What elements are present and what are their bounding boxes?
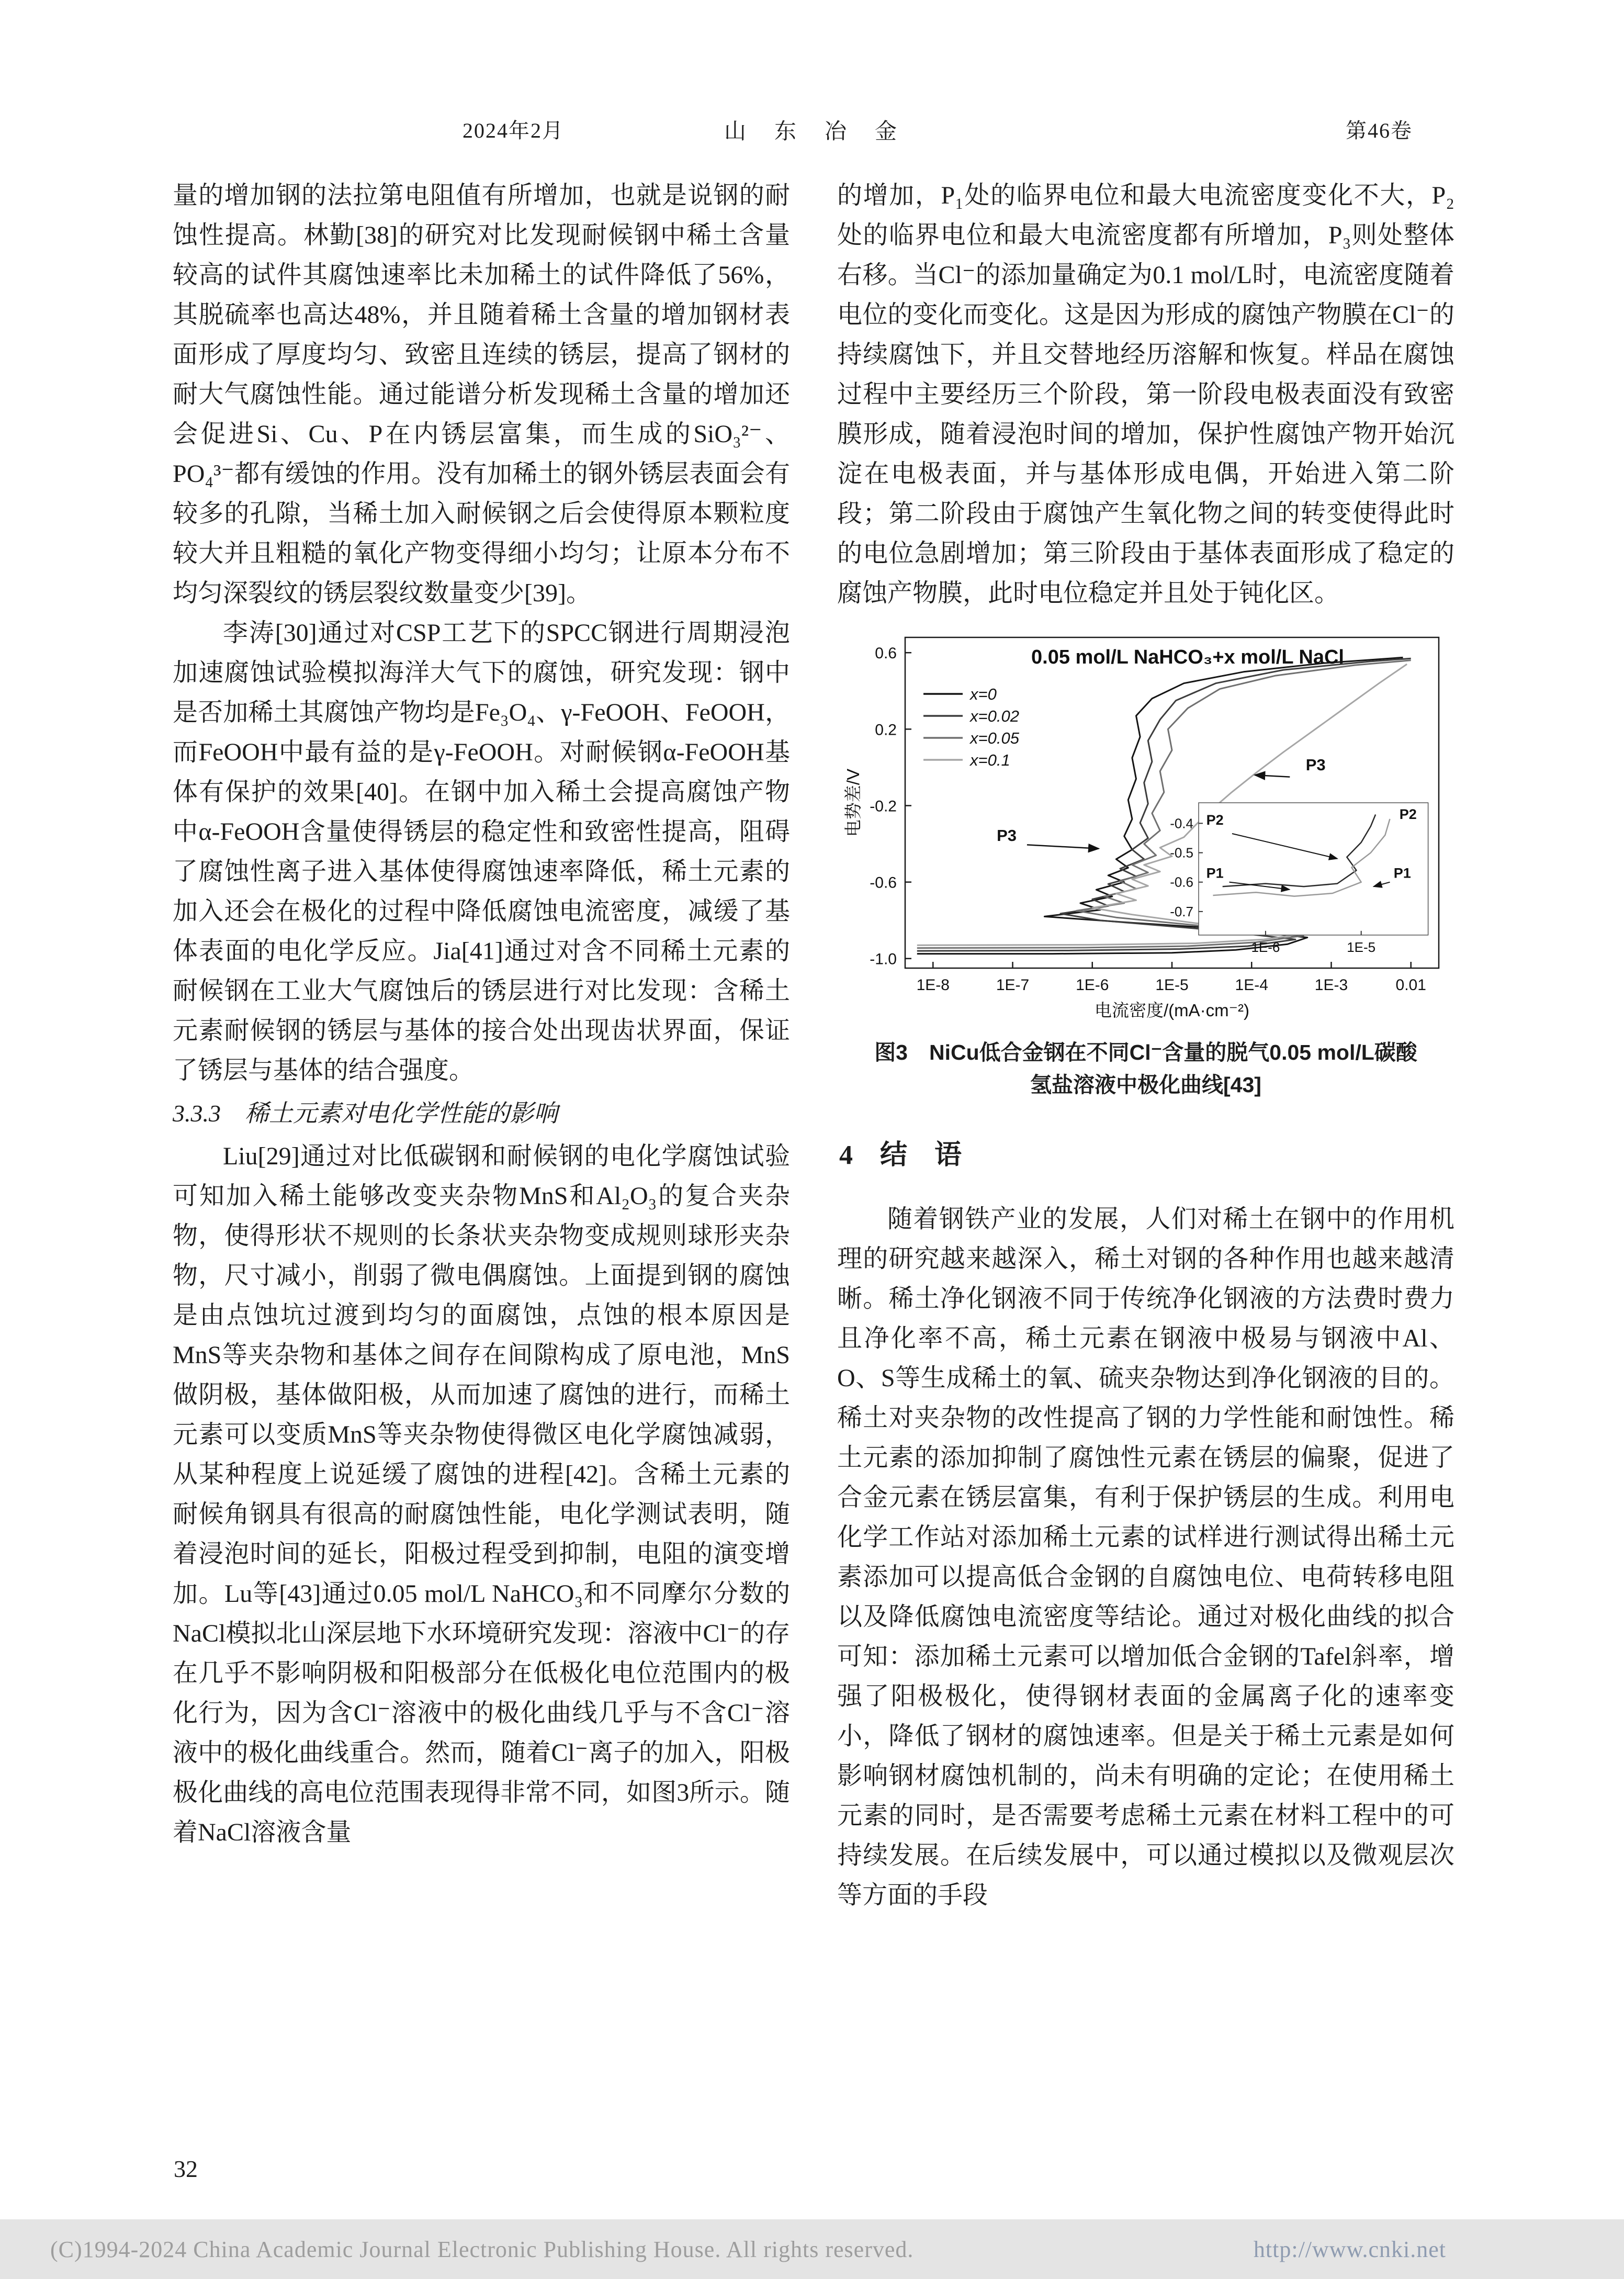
svg-text:P3: P3 xyxy=(1305,755,1326,774)
svg-text:0.01: 0.01 xyxy=(1395,976,1426,994)
svg-text:0.6: 0.6 xyxy=(875,645,897,663)
svg-text:1E-6: 1E-6 xyxy=(1251,939,1280,955)
header-date: 2024年2月 xyxy=(463,119,564,142)
svg-text:x=0.1: x=0.1 xyxy=(970,751,1010,769)
svg-text:P1: P1 xyxy=(1393,865,1411,881)
svg-text:1E-6: 1E-6 xyxy=(1076,976,1109,994)
figure-3 xyxy=(837,628,1454,1101)
page-content xyxy=(173,176,1454,1915)
section-heading-4: 4 结 语 xyxy=(839,1140,962,1170)
svg-text:x=0: x=0 xyxy=(970,685,997,703)
svg-text:P2: P2 xyxy=(1399,806,1417,822)
paragraph: 量的增加钢的法拉第电阻值有所增加，也就是说钢的耐蚀性提高。林勤[38]的研究对比发现耐候钢中稀土含量较高的试件其腐蚀速率比未加稀土的试件降低了56%，其脱硫率也高达48%，并且随着稀土含量的增加钢材表面形成了厚度均匀、致密且连续的锈层，提高了钢材的耐大气腐蚀性能。通过能谱分析发现稀土含量的增加还会促进Si、Cu、P在内锈层富集，而生成的SiO₃²⁻、PO₄³⁻都有缓蚀的作用。没有加稀土的钢外锈层表面会有较多的孔隙，当稀土加入耐候钢之后会使得原本颗粒度较大并且粗糙的氧化产物变得细小均匀；让原本分布不均匀深裂纹的锈层裂纹数量变少[39]。 xyxy=(173,182,790,607)
svg-text:0.2: 0.2 xyxy=(875,721,897,739)
paragraph: Liu[29]通过对比低碳钢和耐候钢的电化学腐蚀试验可知加入稀土能够改变夹杂物MnS和Al₂O₃的复合夹杂物，使得形状不规则的长条状夹杂物变成规则球形夹杂物，尺寸减小，削弱了微电偶腐蚀。上面提到钢的腐蚀是由点蚀坑过渡到均匀的面腐蚀，点蚀的根本原因是MnS等夹杂物和基体之间存在间隙构成了原电池，MnS做阴极，基体做阳极，从而加速了腐蚀的进行，而稀土元素可以变质MnS等夹杂物使得微区电化学腐蚀减弱，从某种程度上说延缓了腐蚀的进程[42]。含稀土元素的耐候角钢具有很高的耐腐蚀性能，电化学测试表明，随着浸泡时间的延长，阳极过程受到抑制，电阻的演变增加。Lu等[43]通过0.05 mol/L NaHCO₃和不同摩尔分数的NaCl模拟北山深层地下水环境研究发现：溶液中Cl⁻的存在几乎不影响阴极和阳极部分在低极化电位范围内的极化行为，因为含Cl⁻溶液中的极化曲线几乎与不含Cl⁻溶液中的极化曲线重合。然而，随着Cl⁻离子的加入，阳极极化曲线的高电位范围表现得非常不同，如图3所示。随着NaCl溶液含量 xyxy=(173,1142,791,1846)
svg-text:-0.5: -0.5 xyxy=(1170,845,1193,861)
svg-text:1E-5: 1E-5 xyxy=(1347,939,1376,955)
svg-text:-0.2: -0.2 xyxy=(870,798,897,815)
svg-text:1E-8: 1E-8 xyxy=(916,976,950,994)
right-column xyxy=(837,176,1454,1915)
svg-text:P3: P3 xyxy=(997,826,1017,845)
section-heading-3-3-3: 3.3.3 稀土元素对电化学性能的影响 xyxy=(173,1100,558,1127)
figure-caption: 图3 NiCu低合金钢在不同Cl⁻含量的脱气0.05 mol/L碳酸氢盐溶液中极化曲线[43] xyxy=(874,1040,1417,1097)
svg-text:-1.0: -1.0 xyxy=(870,950,897,968)
svg-text:0.05 mol/L NaHCO₃+x mol/L NaCl: 0.05 mol/L NaHCO₃+x mol/L NaCl xyxy=(1031,646,1344,668)
svg-text:1E-4: 1E-4 xyxy=(1235,976,1268,994)
svg-text:-0.4: -0.4 xyxy=(1170,815,1193,832)
svg-text:1E-5: 1E-5 xyxy=(1155,976,1189,994)
cnki-url[interactable]: http://www.cnki.net xyxy=(1253,2236,1446,2262)
paragraph: 随着钢铁产业的发展，人们对稀土在钢中的作用机理的研究越来越深入，稀土对钢的各种作用也越来越清晰。稀土净化钢液不同于传统净化钢液的方法费时费力且净化率不高，稀土元素在钢液中极易与钢液中Al、O、S等生成稀土的氧、硫夹杂物达到净化钢液的目的。稀土对夹杂物的改性提高了钢的力学性能和耐蚀性。稀土元素的添加抑制了腐蚀性元素在锈层的偏聚，促进了合金元素在锈层富集，有利于保护锈层的生成。利用电化学工作站对添加稀土元素的试样进行测试得出稀土元素添加可以提高低合金钢的自腐蚀电位、电荷转移电阻以及降低腐蚀电流密度等结论。通过对极化曲线的拟合可知：添加稀土元素可以增加低合金钢的Tafel斜率，增强了阳极极化，使得钢材表面的金属离子化的速率变小，降低了钢材的腐蚀速率。但是关于稀土元素是如何影响钢材腐蚀机制的，尚未有明确的定论；在使用稀土元素的同时，是否需要考虑稀土元素在材料工程中的可持续发展。在后续发展中，可以通过模拟以及微观层次等方面的手段 xyxy=(837,1205,1454,1909)
svg-text:1E-3: 1E-3 xyxy=(1314,976,1348,994)
svg-text:电势差/V: 电势差/V xyxy=(843,768,863,837)
header-volume: 第46卷 xyxy=(1346,119,1413,142)
copyright-footer xyxy=(0,2219,1624,2279)
svg-text:P1: P1 xyxy=(1206,865,1224,881)
svg-text:x=0.02: x=0.02 xyxy=(970,707,1019,725)
paragraph: 李涛[30]通过对CSP工艺下的SPCC钢进行周期浸泡加速腐蚀试验模拟海洋大气下的腐蚀，研究发现：钢中是否加稀土其腐蚀产物均是Fe₃O₄、γ-FeOOH、FeOOH，而FeOOH中最有益的是γ-FeOOH。对耐候钢α-FeOOH基体有保护的效果[40]。在钢中加入稀土会提高腐蚀产物中α-FeOOH含量使得锈层的稳定性和致密性提高，阻碍了腐蚀性离子进入基体使得腐蚀速率降低，稀土元素的加入还会在极化的过程中降低腐蚀电流密度，减缓了基体表面的电化学反应。Jia[41]通过对含不同稀土元素的耐候钢在工业大气腐蚀后的锈层进行对比发现：含稀土元素耐候钢的锈层与基体的接合处出现齿状界面，保证了锈层与基体的结合强度。 xyxy=(173,619,790,1084)
svg-text:P2: P2 xyxy=(1206,812,1224,828)
page-number: 32 xyxy=(174,2155,198,2182)
copyright-text: (C)1994-2024 China Academic Journal Electronic Publishing House. All rights reserved. xyxy=(50,2236,914,2262)
paragraph: 的增加，P₁处的临界电位和最大电流密度变化不大，P₂处的临界电位和最大电流密度都有所增加，P₃则处整体右移。当Cl⁻的添加量确定为0.1 mol/L时，电流密度随着电位的变化而变化。这是因为形成的腐蚀产物膜在Cl⁻的持续腐蚀下，并且交替地经历溶解和恢复。样品在腐蚀过程中主要经历三个阶段，第一阶段电极表面没有致密膜形成，随着浸泡时间的增加，保护性腐蚀产物开始沉淀在电极表面，并与基体形成电偶，开始进入第二阶段；第二阶段由于腐蚀产生氧化物之间的转变使得此时的电位急剧增加；第三阶段由于基体表面形成了稳定的腐蚀产物膜，此时电位稳定并且处于钝化区。 xyxy=(837,182,1454,607)
svg-text:x=0.05: x=0.05 xyxy=(970,729,1019,747)
polarization-chart-svg xyxy=(837,628,1454,1026)
svg-text:-0.6: -0.6 xyxy=(870,874,897,892)
svg-text:-0.7: -0.7 xyxy=(1170,903,1193,919)
left-column xyxy=(173,176,790,1915)
header-journal-title: 山 东 冶 金 xyxy=(724,120,900,144)
svg-text:电流密度/(mA·cm⁻²): 电流密度/(mA·cm⁻²) xyxy=(1094,1001,1250,1020)
svg-text:-0.6: -0.6 xyxy=(1170,874,1193,890)
svg-text:1E-7: 1E-7 xyxy=(996,976,1030,994)
